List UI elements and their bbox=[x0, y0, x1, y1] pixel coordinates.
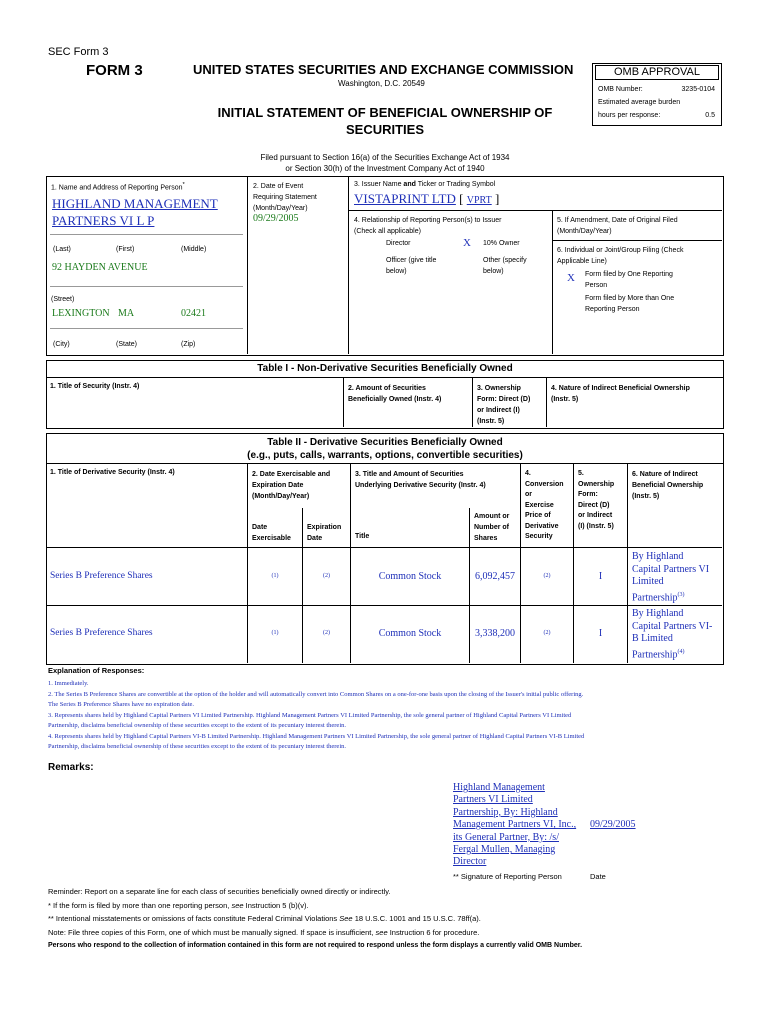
footer-note-1 bbox=[48, 899, 728, 913]
row2-price-footnote: (2) bbox=[543, 630, 551, 636]
table2-h6-line: Beneficial Ownership bbox=[632, 482, 704, 489]
row1-nature-line: Partnership bbox=[632, 591, 678, 603]
first-label: (First) bbox=[116, 246, 135, 253]
signature-line: Management Partners VI, Inc., bbox=[453, 819, 577, 831]
middle-label: (Middle) bbox=[181, 246, 207, 253]
more-persons-label-line: Form filed by More than One bbox=[585, 295, 675, 302]
table1-col4-line: (Instr. 5) bbox=[551, 396, 579, 403]
row1-nature-footnote: (3) bbox=[677, 591, 685, 598]
footer-text: Note: File three copies of this Form, one of which must be manually signed. If space is insufficient, bbox=[48, 927, 376, 937]
box6-label-line: 6. Individual or Joint/Group Filing (Check bbox=[557, 247, 684, 254]
state-label: (State) bbox=[116, 341, 138, 348]
row2-nature-line: B Limited bbox=[632, 633, 673, 644]
row2-underlying-title: Common Stock bbox=[378, 628, 442, 639]
footer-see: see bbox=[375, 927, 388, 937]
table2-h5-line: Ownership bbox=[578, 480, 615, 488]
other-label-line: Other (specify bbox=[483, 257, 527, 264]
signature-line: Fergal Mullen, Managing bbox=[453, 844, 556, 856]
table1-title: Table I - Non-Derivative Securities Beneficially Owned bbox=[257, 363, 513, 374]
ticker-symbol-link[interactable]: VPRT bbox=[466, 195, 492, 206]
table2-title-col: Title bbox=[355, 533, 370, 540]
table1-col3-line: 3. Ownership bbox=[477, 385, 521, 392]
table2-h4-line: Conversion bbox=[525, 480, 564, 488]
omb-number-label: OMB Number: bbox=[598, 86, 643, 93]
event-date-value: 09/29/2005 bbox=[253, 213, 299, 224]
street-value: 92 HAYDEN AVENUE bbox=[52, 262, 148, 273]
city-value: LEXINGTON bbox=[52, 308, 110, 319]
footer-text: ** Intentional misstatements or omissions of facts constitute Federal Criminal Violations bbox=[48, 914, 340, 923]
table1-col2-line: 2. Amount of Securities bbox=[348, 385, 426, 392]
officer-label-line: Officer (give title bbox=[386, 257, 437, 264]
explanation-note: Partnership, disclaims beneficial ownership of these securities except to the extent of its pecuniary interest therein. bbox=[48, 743, 347, 750]
box6-label-line: Applicable Line) bbox=[557, 258, 607, 265]
signature-line: Director bbox=[453, 856, 487, 868]
table2-h3 bbox=[355, 469, 486, 491]
form-title-line: SECURITIES bbox=[345, 122, 424, 137]
table2-h2-line: 2. Date Exercisable and bbox=[252, 471, 331, 478]
box4-label-line: 4. Relationship of Reporting Person(s) to Issuer bbox=[354, 217, 502, 224]
state-value: MA bbox=[118, 308, 135, 319]
table2-h4 bbox=[525, 469, 564, 543]
issuer-name-link[interactable]: VISTAPRINT LTD bbox=[354, 191, 456, 206]
table2-amount-col bbox=[474, 511, 509, 544]
reporting-person-name-line[interactable]: HIGHLAND MANAGEMENT bbox=[52, 196, 218, 211]
row2-nature-footnote: (4) bbox=[677, 648, 685, 655]
omb-approval-box bbox=[592, 63, 722, 126]
row2-nature-line: By Highland bbox=[632, 608, 684, 619]
filed-pursuant bbox=[200, 152, 570, 174]
table2-h6-line: (Instr. 5) bbox=[632, 493, 660, 500]
table2-h2e-line: Expiration bbox=[307, 524, 342, 531]
officer-label-line: below) bbox=[386, 268, 407, 275]
footer-note-2 bbox=[48, 912, 728, 926]
row1-nature-line: Limited bbox=[632, 576, 664, 587]
box6-label bbox=[557, 245, 683, 267]
table2-h5-line: Direct (D) bbox=[578, 501, 610, 509]
footer-omb-notice: Persons who respond to the collection of information contained in this form are not required to respond unless the form displays a currently valid OMB Number. bbox=[48, 942, 583, 949]
omb-hours-label: hours per response: bbox=[598, 112, 661, 119]
table2-h4-line: Price of bbox=[525, 512, 551, 519]
explanation-note: 2. The Series B Preference Shares are convertible at the option of the holder and will automatically convert into Common Shares on a one-for-one basis upon the closing of the Issuer's initial public offering. bbox=[48, 690, 584, 698]
table2-h5-line: or Indirect bbox=[578, 512, 613, 519]
table2-h2e-line: Date bbox=[307, 535, 323, 542]
footer-see: See bbox=[339, 914, 353, 923]
box1-label-text: 1. Name and Address of Reporting Person bbox=[51, 184, 183, 192]
form-title bbox=[200, 104, 570, 138]
explanation-note: 1. Immediately. bbox=[48, 680, 89, 687]
row1-expiration-footnote: (2) bbox=[323, 573, 330, 579]
box3-label-text: 3. Issuer Name bbox=[354, 181, 404, 188]
footer-see: see bbox=[231, 900, 244, 910]
table1-title-bar bbox=[46, 360, 724, 378]
omb-title: OMB APPROVAL bbox=[595, 65, 719, 80]
table1-col2-line: Beneficially Owned (Instr. 4) bbox=[348, 396, 442, 403]
commission-location: Washington, D.C. 20549 bbox=[338, 79, 425, 88]
table2-h6 bbox=[632, 469, 703, 502]
table1-col4 bbox=[551, 383, 690, 405]
box2-label bbox=[253, 181, 317, 214]
table2-h4-line: Exercise bbox=[525, 501, 554, 509]
row1-amount: 6,092,457 bbox=[475, 571, 515, 582]
table1-col3 bbox=[477, 383, 530, 427]
explanation-note: 4. Represents shares held by Highland Capital Partners VI-B Limited Partnership. Highland Management Partners VI Limited Partnership, the sole general partner of Highland Capital Partners VI-B Limited bbox=[48, 732, 585, 740]
table2-h3-line: Underlying Derivative Security (Instr. 4) bbox=[355, 482, 486, 489]
box4-label bbox=[354, 215, 501, 237]
table-row: Series B Preference Shares bbox=[50, 628, 153, 638]
table2-h2d-line: Exercisable bbox=[252, 535, 291, 542]
box2-label-line: 2. Date of Event bbox=[253, 183, 304, 190]
table2-h5-line: (I) (Instr. 5) bbox=[578, 522, 614, 530]
row2-amount: 3,338,200 bbox=[475, 628, 515, 639]
table2-h4-line: Derivative bbox=[525, 522, 559, 530]
table2-amount-line: Shares bbox=[474, 535, 498, 542]
box3-label-and: and bbox=[403, 181, 416, 188]
zip-value: 02421 bbox=[181, 308, 206, 319]
city-label: (City) bbox=[53, 341, 70, 348]
more-persons-label bbox=[585, 293, 674, 315]
table2-h4-line: 4. bbox=[525, 470, 531, 477]
row2-nature-line: Partnership bbox=[632, 648, 678, 660]
explanation-title: Explanation of Responses: bbox=[48, 666, 145, 675]
table2-h5-line: Form: bbox=[578, 491, 598, 498]
signature-line: its General Partner, By: /s/ bbox=[453, 831, 559, 843]
table1-col3-line: (Instr. 5) bbox=[477, 418, 505, 425]
table2-title-bar bbox=[46, 433, 724, 464]
footer-text: * If the form is filed by more than one reporting person, bbox=[48, 900, 232, 910]
table1-col2 bbox=[348, 383, 441, 405]
ticker-bracket-close: ] bbox=[494, 191, 500, 206]
commission-title: UNITED STATES SECURITIES AND EXCHANGE COMMISSION bbox=[193, 62, 574, 77]
row2-expiration-footnote: (2) bbox=[323, 630, 330, 636]
reporting-person-name-line[interactable]: PARTNERS VI L P bbox=[52, 213, 155, 228]
explanation-note: Partnership, disclaims beneficial ownership of these securities except to the extent of its pecuniary interest therein. bbox=[48, 722, 347, 729]
director-check-mark: X bbox=[463, 237, 471, 249]
table2-h2d-line: Date bbox=[252, 524, 268, 531]
table2-title bbox=[47, 434, 723, 462]
footer-notes bbox=[48, 885, 728, 953]
table2-amount-line: Number of bbox=[474, 524, 509, 531]
box1-label bbox=[51, 182, 185, 191]
table1-col4-line: 4. Nature of Indirect Beneficial Ownership bbox=[551, 385, 690, 392]
last-label: (Last) bbox=[53, 246, 71, 253]
sec-form-label: SEC Form 3 bbox=[48, 46, 109, 58]
table2-h5 bbox=[578, 469, 614, 532]
row1-form: I bbox=[598, 571, 603, 582]
table1-col3-line: Form: Direct (D) bbox=[477, 396, 531, 403]
box5-label-line: 5. If Amendment, Date of Original Filed bbox=[557, 217, 678, 224]
one-person-label-line: Person bbox=[585, 282, 608, 289]
more-persons-label-line: Reporting Person bbox=[585, 306, 640, 313]
street-label: (Street) bbox=[51, 296, 75, 303]
footer-text: Instruction 6 for procedure. bbox=[387, 927, 480, 937]
row1-price-footnote: (2) bbox=[543, 573, 551, 579]
table2-h1: 1. Title of Derivative Security (Instr. 4) bbox=[50, 469, 175, 476]
table2-h6-line: 6. Nature of Indirect bbox=[632, 471, 698, 478]
signature-line: Partners VI Limited bbox=[453, 794, 533, 806]
table2-h5-line: 5. bbox=[578, 470, 584, 477]
table2-expiration-date bbox=[307, 522, 341, 544]
row1-nature-line: Capital Partners VI bbox=[632, 563, 710, 575]
form-title-line: INITIAL STATEMENT OF BENEFICIAL OWNERSHIP OF bbox=[217, 105, 553, 120]
table2-h4-line: or bbox=[525, 491, 532, 498]
signature-date: 09/29/2005 bbox=[590, 819, 636, 830]
row2-form: I bbox=[598, 628, 603, 639]
remarks-title: Remarks: bbox=[48, 762, 94, 773]
footer-text: 18 U.S.C. 1001 and 15 U.S.C. 78ff(a). bbox=[352, 914, 481, 923]
footer-note-3 bbox=[48, 926, 728, 940]
ten-percent-owner-label: 10% Owner bbox=[483, 240, 520, 247]
table-row: Series B Preference Shares bbox=[50, 571, 153, 581]
filed-line: or Section 30(h) of the Investment Company Act of 1940 bbox=[285, 164, 485, 173]
reporting-person-name[interactable] bbox=[52, 195, 218, 229]
box3-label-text: Ticker or Trading Symbol bbox=[415, 181, 496, 188]
one-person-label bbox=[585, 269, 673, 291]
row1-underlying-title: Common Stock bbox=[378, 571, 442, 582]
box5-label bbox=[557, 215, 678, 237]
ticker-bracket-open: [ bbox=[459, 191, 464, 206]
one-person-label-line: Form filed by One Reporting bbox=[585, 271, 673, 278]
row2-nature bbox=[632, 608, 712, 661]
table2-title-line: Table II - Derivative Securities Beneficially Owned bbox=[267, 437, 503, 448]
other-label-line: below) bbox=[483, 268, 504, 275]
explanation-note: The Series B Preference Shares have no expiration date. bbox=[48, 701, 195, 708]
row1-nature bbox=[632, 551, 709, 604]
other-label bbox=[483, 255, 527, 277]
filed-line: Filed pursuant to Section 16(a) of the Securities Exchange Act of 1934 bbox=[260, 153, 510, 162]
director-label: Director bbox=[386, 240, 411, 247]
box3-label bbox=[354, 181, 495, 188]
issuer-line bbox=[354, 191, 499, 207]
table1-col3-line: or Indirect (I) bbox=[477, 407, 520, 414]
table2-h2 bbox=[252, 469, 330, 502]
date-label: Date bbox=[590, 872, 606, 881]
row1-exercisable-footnote: (1) bbox=[271, 573, 279, 579]
box1-star: * bbox=[182, 182, 185, 188]
row2-exercisable-footnote: (1) bbox=[271, 630, 279, 636]
form-number: FORM 3 bbox=[86, 62, 143, 79]
explanation-notes bbox=[48, 679, 718, 753]
box4-label-line: (Check all applicable) bbox=[354, 228, 421, 235]
signature-line: Partnership, By: Highland bbox=[453, 806, 558, 818]
one-person-check-mark: X bbox=[567, 272, 575, 284]
footer-text: Instruction 5 (b)(v). bbox=[243, 900, 309, 910]
footer-reminder: Reminder: Report on a separate line for each class of securities beneficially owned directly or indirectly. bbox=[48, 887, 391, 896]
omb-hours-value: 0.5 bbox=[705, 112, 715, 119]
table2-h3-line: 3. Title and Amount of Securities bbox=[355, 471, 464, 478]
signature-line: Highland Management bbox=[453, 782, 545, 793]
table2-h2-line: (Month/Day/Year) bbox=[252, 493, 310, 500]
table2-date-exercisable bbox=[252, 522, 291, 544]
table2-title-line: (e.g., puts, calls, warrants, options, convertible securities) bbox=[247, 450, 523, 461]
table1-col1: 1. Title of Security (Instr. 4) bbox=[50, 383, 140, 390]
box2-label-line: (Month/Day/Year) bbox=[253, 205, 308, 212]
box2-label-line: Requiring Statement bbox=[253, 194, 317, 201]
omb-burden-label: Estimated average burden bbox=[598, 99, 681, 106]
omb-number-value: 3235-0104 bbox=[681, 86, 715, 93]
officer-label bbox=[386, 255, 436, 277]
table2-amount-line: Amount or bbox=[474, 513, 510, 520]
table2-h2-line: Expiration Date bbox=[252, 482, 304, 489]
box5-label-line: (Month/Day/Year) bbox=[557, 228, 612, 235]
row2-nature-line: Capital Partners VI- bbox=[632, 620, 713, 632]
row1-nature-line: By Highland bbox=[632, 551, 684, 562]
signature-block bbox=[453, 782, 576, 869]
explanation-note: 3. Represents shares held by Highland Capital Partners VI Limited Partnership. Highland Management Partners VI Limited Partnership, the sole general partner of Highland Capital Partners VI Limited bbox=[48, 711, 572, 719]
table2-h4-line: Security bbox=[525, 533, 553, 540]
zip-label: (Zip) bbox=[181, 341, 196, 348]
signature-label: ** Signature of Reporting Person bbox=[453, 872, 562, 881]
